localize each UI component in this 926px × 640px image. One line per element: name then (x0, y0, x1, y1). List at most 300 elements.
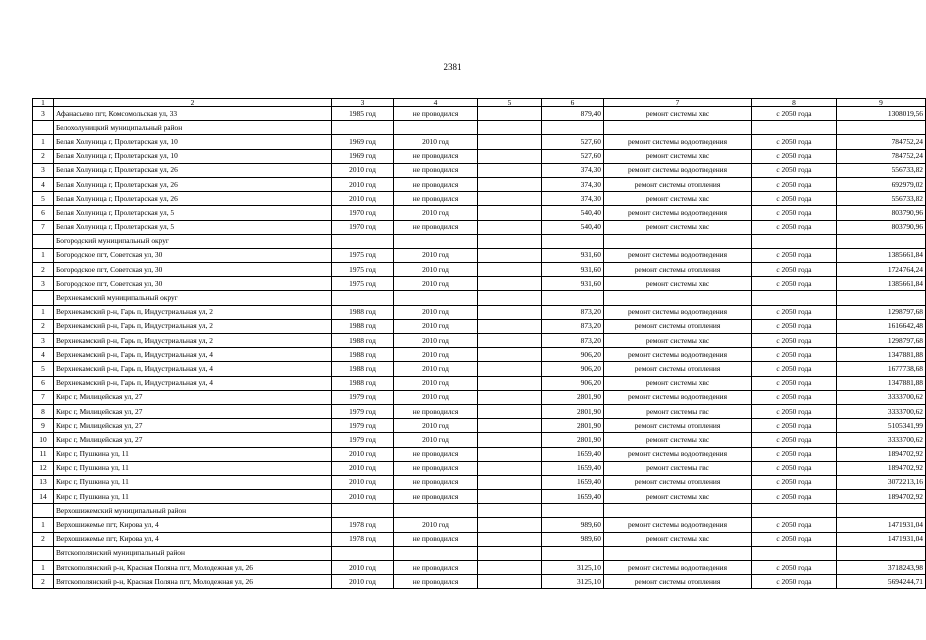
address-cell: Богородское пгт, Советская ул, 30 (54, 263, 332, 277)
table-row (33, 334, 926, 348)
empty-cell (478, 220, 542, 234)
row-number: 2 (33, 263, 54, 277)
cost-cell: 3072213,16 (837, 475, 926, 489)
work-type-cell: ремонт системы хвс (604, 192, 752, 206)
empty-cell (478, 277, 542, 291)
empty-cell (478, 532, 542, 546)
last-repair-cell: 2010 год (394, 263, 478, 277)
capital-repair-table (32, 98, 926, 589)
row-number: 5 (33, 362, 54, 376)
period-cell: с 2050 года (752, 475, 837, 489)
row-number: 5 (33, 192, 54, 206)
work-type-cell: ремонт системы водоотведения (604, 561, 752, 575)
table-row (33, 220, 926, 234)
year-built-cell: 1975 год (332, 248, 394, 262)
period-cell: с 2050 года (752, 149, 837, 163)
address-cell: Богородское пгт, Советская ул, 30 (54, 248, 332, 262)
cost-cell: 1471931,04 (837, 518, 926, 532)
empty-cell (478, 404, 542, 418)
work-type-cell: ремонт системы водоотведения (604, 163, 752, 177)
row-number: 11 (33, 447, 54, 461)
last-repair-cell: не проводился (394, 461, 478, 475)
column-number: 7 (604, 99, 752, 107)
work-type-cell: ремонт системы хвс (604, 433, 752, 447)
section-spacer (752, 234, 837, 248)
work-type-cell: ремонт системы водоотведения (604, 390, 752, 404)
work-type-cell: ремонт системы водоотведения (604, 248, 752, 262)
area-cell: 906,20 (542, 362, 604, 376)
work-type-cell: ремонт системы хвс (604, 277, 752, 291)
table-row (33, 518, 926, 532)
section-spacer (394, 121, 478, 135)
last-repair-cell: не проводился (394, 220, 478, 234)
empty-cell (478, 475, 542, 489)
period-cell: с 2050 года (752, 461, 837, 475)
section-spacer (752, 546, 837, 560)
address-cell: Кирс г, Пушкина ул, 11 (54, 490, 332, 504)
year-built-cell: 1988 год (332, 362, 394, 376)
table-row (33, 447, 926, 461)
cost-cell: 556733,82 (837, 192, 926, 206)
period-cell: с 2050 года (752, 575, 837, 589)
year-built-cell: 1985 год (332, 107, 394, 121)
empty-cell (478, 319, 542, 333)
year-built-cell: 2010 год (332, 163, 394, 177)
table-row (33, 263, 926, 277)
section-spacer (394, 291, 478, 305)
empty-cell (478, 433, 542, 447)
table-row (33, 532, 926, 546)
row-number: 13 (33, 475, 54, 489)
area-cell: 873,20 (542, 305, 604, 319)
period-cell: с 2050 года (752, 206, 837, 220)
section-spacer (394, 546, 478, 560)
row-number: 2 (33, 149, 54, 163)
work-type-cell: ремонт системы хвс (604, 220, 752, 234)
cost-cell: 3718243,98 (837, 561, 926, 575)
address-cell: Верхошижемье пгт, Кирова ул, 4 (54, 532, 332, 546)
address-cell: Верхнекамский р-н, Гарь п, Индустриальная ул, 4 (54, 348, 332, 362)
area-cell: 873,20 (542, 334, 604, 348)
address-cell: Верхнекамский р-н, Гарь п, Индустриальная ул, 2 (54, 334, 332, 348)
row-number: 1 (33, 248, 54, 262)
address-cell: Кирс г, Милицейская ул, 27 (54, 390, 332, 404)
address-cell: Кирс г, Милицейская ул, 27 (54, 404, 332, 418)
address-cell: Верхнекамский р-н, Гарь п, Индустриальная ул, 2 (54, 305, 332, 319)
last-repair-cell: 2010 год (394, 135, 478, 149)
work-type-cell: ремонт системы отопления (604, 475, 752, 489)
period-cell: с 2050 года (752, 248, 837, 262)
section-spacer (33, 546, 54, 560)
empty-cell (478, 305, 542, 319)
year-built-cell: 1979 год (332, 390, 394, 404)
area-cell: 1659,40 (542, 475, 604, 489)
row-number: 6 (33, 206, 54, 220)
table-row (33, 149, 926, 163)
work-type-cell: ремонт системы хвс (604, 334, 752, 348)
work-type-cell: ремонт системы хвс (604, 376, 752, 390)
area-cell: 989,60 (542, 532, 604, 546)
last-repair-cell: 2010 год (394, 206, 478, 220)
row-number: 3 (33, 277, 54, 291)
column-number: 3 (332, 99, 394, 107)
empty-cell (478, 334, 542, 348)
table-row (33, 433, 926, 447)
year-built-cell: 2010 год (332, 561, 394, 575)
section-spacer (604, 121, 752, 135)
work-type-cell: ремонт системы водоотведения (604, 348, 752, 362)
cost-cell: 556733,82 (837, 163, 926, 177)
cost-cell: 1308019,56 (837, 107, 926, 121)
section-spacer (394, 234, 478, 248)
address-cell: Верхнекамский р-н, Гарь п, Индустриальная ул, 4 (54, 362, 332, 376)
period-cell: с 2050 года (752, 263, 837, 277)
area-cell: 879,40 (542, 107, 604, 121)
year-built-cell: 1988 год (332, 348, 394, 362)
period-cell: с 2050 года (752, 177, 837, 191)
work-type-cell: ремонт системы отопления (604, 575, 752, 589)
year-built-cell: 1970 год (332, 220, 394, 234)
last-repair-cell: не проводился (394, 177, 478, 191)
period-cell: с 2050 года (752, 447, 837, 461)
last-repair-cell: 2010 год (394, 362, 478, 376)
last-repair-cell: 2010 год (394, 419, 478, 433)
area-cell: 906,20 (542, 376, 604, 390)
period-cell: с 2050 года (752, 277, 837, 291)
section-row (33, 546, 926, 560)
area-cell: 3125,10 (542, 561, 604, 575)
row-number: 8 (33, 404, 54, 418)
table-row (33, 305, 926, 319)
year-built-cell: 1979 год (332, 404, 394, 418)
section-spacer (752, 504, 837, 518)
empty-cell (478, 192, 542, 206)
last-repair-cell: 2010 год (394, 518, 478, 532)
cost-cell: 1471931,04 (837, 532, 926, 546)
cost-cell: 1616642,48 (837, 319, 926, 333)
section-spacer (604, 234, 752, 248)
section-spacer (332, 546, 394, 560)
table-row (33, 206, 926, 220)
year-built-cell: 1970 год (332, 206, 394, 220)
table-row (33, 348, 926, 362)
area-cell: 540,40 (542, 220, 604, 234)
last-repair-cell: не проводился (394, 149, 478, 163)
last-repair-cell: 2010 год (394, 376, 478, 390)
address-cell: Белая Холуница г, Пролетарская ул, 10 (54, 149, 332, 163)
empty-cell (478, 248, 542, 262)
section-spacer (752, 291, 837, 305)
section-title: Верхошижемский муниципальный район (54, 504, 332, 518)
cost-cell: 1347881,88 (837, 348, 926, 362)
empty-cell (478, 390, 542, 404)
empty-cell (478, 362, 542, 376)
period-cell: с 2050 года (752, 135, 837, 149)
section-spacer (478, 121, 542, 135)
section-title: Богородский муниципальный округ (54, 234, 332, 248)
section-title: Вятскополянский муниципальный район (54, 546, 332, 560)
row-number: 12 (33, 461, 54, 475)
year-built-cell: 1979 год (332, 419, 394, 433)
row-number: 9 (33, 419, 54, 433)
period-cell: с 2050 года (752, 362, 837, 376)
section-spacer (332, 234, 394, 248)
work-type-cell: ремонт системы водоотведения (604, 135, 752, 149)
area-cell: 2801,90 (542, 404, 604, 418)
empty-cell (478, 107, 542, 121)
address-cell: Кирс г, Пушкина ул, 11 (54, 475, 332, 489)
table-row (33, 561, 926, 575)
column-number: 9 (837, 99, 926, 107)
last-repair-cell: 2010 год (394, 277, 478, 291)
section-spacer (604, 546, 752, 560)
section-spacer (752, 121, 837, 135)
year-built-cell: 1988 год (332, 305, 394, 319)
row-number: 2 (33, 319, 54, 333)
cost-cell: 803790,96 (837, 220, 926, 234)
address-cell: Кирс г, Пушкина ул, 11 (54, 461, 332, 475)
table-row (33, 192, 926, 206)
section-spacer (478, 504, 542, 518)
section-spacer (837, 546, 926, 560)
row-number: 3 (33, 334, 54, 348)
section-spacer (332, 121, 394, 135)
table-row (33, 177, 926, 191)
row-number: 3 (33, 107, 54, 121)
address-cell: Кирс г, Милицейская ул, 27 (54, 433, 332, 447)
cost-cell: 692979,02 (837, 177, 926, 191)
year-built-cell: 1969 год (332, 149, 394, 163)
column-number: 2 (54, 99, 332, 107)
empty-cell (478, 263, 542, 277)
work-type-cell: ремонт системы отопления (604, 263, 752, 277)
row-number: 1 (33, 518, 54, 532)
row-number: 10 (33, 433, 54, 447)
row-number: 7 (33, 390, 54, 404)
column-number: 5 (478, 99, 542, 107)
cost-cell: 1894702,92 (837, 461, 926, 475)
section-spacer (542, 546, 604, 560)
period-cell: с 2050 года (752, 220, 837, 234)
work-type-cell: ремонт системы хвс (604, 107, 752, 121)
cost-cell: 784752,24 (837, 149, 926, 163)
address-cell: Белая Холуница г, Пролетарская ул, 26 (54, 177, 332, 191)
address-cell: Белая Холуница г, Пролетарская ул, 26 (54, 163, 332, 177)
cost-cell: 1385661,84 (837, 248, 926, 262)
year-built-cell: 1969 год (332, 135, 394, 149)
period-cell: с 2050 года (752, 348, 837, 362)
table-row (33, 376, 926, 390)
address-cell: Белая Холуница г, Пролетарская ул, 26 (54, 192, 332, 206)
year-built-cell: 1978 год (332, 532, 394, 546)
row-number: 4 (33, 348, 54, 362)
empty-cell (478, 376, 542, 390)
year-built-cell: 2010 год (332, 177, 394, 191)
section-spacer (332, 291, 394, 305)
work-type-cell: ремонт системы отопления (604, 319, 752, 333)
address-cell: Верхошижемье пгт, Кирова ул, 4 (54, 518, 332, 532)
address-cell: Белая Холуница г, Пролетарская ул, 5 (54, 206, 332, 220)
area-cell: 873,20 (542, 319, 604, 333)
empty-cell (478, 561, 542, 575)
table-row (33, 475, 926, 489)
address-cell: Белая Холуница г, Пролетарская ул, 10 (54, 135, 332, 149)
work-type-cell: ремонт системы гвс (604, 404, 752, 418)
work-type-cell: ремонт системы отопления (604, 419, 752, 433)
row-number: 1 (33, 135, 54, 149)
area-cell: 1659,40 (542, 461, 604, 475)
last-repair-cell: 2010 год (394, 334, 478, 348)
year-built-cell: 1975 год (332, 263, 394, 277)
work-type-cell: ремонт системы водоотведения (604, 206, 752, 220)
area-cell: 906,20 (542, 348, 604, 362)
table-row (33, 390, 926, 404)
last-repair-cell: 2010 год (394, 319, 478, 333)
last-repair-cell: не проводился (394, 192, 478, 206)
last-repair-cell: 2010 год (394, 305, 478, 319)
section-title: Верхнекамский муниципальный округ (54, 291, 332, 305)
section-row (33, 504, 926, 518)
section-spacer (542, 291, 604, 305)
area-cell: 2801,90 (542, 390, 604, 404)
year-built-cell: 2010 год (332, 192, 394, 206)
section-spacer (332, 504, 394, 518)
table-row (33, 461, 926, 475)
area-cell: 527,60 (542, 149, 604, 163)
year-built-cell: 1975 год (332, 277, 394, 291)
section-spacer (604, 291, 752, 305)
row-number: 2 (33, 575, 54, 589)
section-spacer (604, 504, 752, 518)
last-repair-cell: не проводился (394, 475, 478, 489)
address-cell: Вятскополянский р-н, Красная Поляна пгт, Молодежная ул, 26 (54, 561, 332, 575)
last-repair-cell: не проводился (394, 561, 478, 575)
last-repair-cell: 2010 год (394, 433, 478, 447)
cost-cell: 1298797,68 (837, 305, 926, 319)
area-cell: 2801,90 (542, 433, 604, 447)
last-repair-cell: не проводился (394, 490, 478, 504)
row-number: 14 (33, 490, 54, 504)
column-number: 8 (752, 99, 837, 107)
year-built-cell: 2010 год (332, 475, 394, 489)
section-spacer (837, 234, 926, 248)
period-cell: с 2050 года (752, 107, 837, 121)
last-repair-cell: не проводился (394, 107, 478, 121)
row-number: 2 (33, 532, 54, 546)
last-repair-cell: не проводился (394, 532, 478, 546)
section-spacer (837, 291, 926, 305)
period-cell: с 2050 года (752, 433, 837, 447)
year-built-cell: 2010 год (332, 575, 394, 589)
period-cell: с 2050 года (752, 334, 837, 348)
section-spacer (478, 546, 542, 560)
year-built-cell: 1988 год (332, 319, 394, 333)
period-cell: с 2050 года (752, 163, 837, 177)
section-spacer (478, 234, 542, 248)
work-type-cell: ремонт системы хвс (604, 532, 752, 546)
row-number: 4 (33, 177, 54, 191)
column-number: 6 (542, 99, 604, 107)
year-built-cell: 2010 год (332, 447, 394, 461)
cost-cell: 1298797,68 (837, 334, 926, 348)
cost-cell: 1894702,92 (837, 447, 926, 461)
table-row (33, 248, 926, 262)
work-type-cell: ремонт системы хвс (604, 490, 752, 504)
empty-cell (478, 419, 542, 433)
address-cell: Верхнекамский р-н, Гарь п, Индустриальная ул, 2 (54, 319, 332, 333)
work-type-cell: ремонт системы гвс (604, 461, 752, 475)
area-cell: 527,60 (542, 135, 604, 149)
section-row (33, 234, 926, 248)
section-spacer (837, 504, 926, 518)
row-number: 1 (33, 305, 54, 319)
work-type-cell: ремонт системы хвс (604, 149, 752, 163)
period-cell: с 2050 года (752, 390, 837, 404)
work-type-cell: ремонт системы водоотведения (604, 518, 752, 532)
table-row (33, 107, 926, 121)
section-row (33, 291, 926, 305)
table-row (33, 319, 926, 333)
last-repair-cell: 2010 год (394, 248, 478, 262)
cost-cell: 1724764,24 (837, 263, 926, 277)
year-built-cell: 2010 год (332, 461, 394, 475)
area-cell: 3125,10 (542, 575, 604, 589)
table-row (33, 135, 926, 149)
last-repair-cell: 2010 год (394, 348, 478, 362)
period-cell: с 2050 года (752, 490, 837, 504)
area-cell: 374,30 (542, 163, 604, 177)
address-cell: Кирс г, Пушкина ул, 11 (54, 447, 332, 461)
section-spacer (33, 504, 54, 518)
period-cell: с 2050 года (752, 561, 837, 575)
period-cell: с 2050 года (752, 532, 837, 546)
section-spacer (542, 234, 604, 248)
area-cell: 2801,90 (542, 419, 604, 433)
page-number: 2381 (443, 62, 462, 72)
section-spacer (33, 291, 54, 305)
table-row (33, 404, 926, 418)
area-cell: 1659,40 (542, 447, 604, 461)
area-cell: 374,30 (542, 192, 604, 206)
cost-cell: 784752,24 (837, 135, 926, 149)
address-cell: Афанасьево пгт, Комсомольская ул, 33 (54, 107, 332, 121)
table-row (33, 419, 926, 433)
address-cell: Богородское пгт, Советская ул, 30 (54, 277, 332, 291)
section-spacer (837, 121, 926, 135)
area-cell: 931,60 (542, 277, 604, 291)
row-number: 6 (33, 376, 54, 390)
period-cell: с 2050 года (752, 376, 837, 390)
cost-cell: 5105341,99 (837, 419, 926, 433)
work-type-cell: ремонт системы отопления (604, 177, 752, 191)
last-repair-cell: не проводился (394, 575, 478, 589)
row-number: 3 (33, 163, 54, 177)
column-number: 4 (394, 99, 478, 107)
empty-cell (478, 518, 542, 532)
empty-cell (478, 163, 542, 177)
cost-cell: 803790,96 (837, 206, 926, 220)
row-number: 1 (33, 561, 54, 575)
area-cell: 931,60 (542, 248, 604, 262)
period-cell: с 2050 года (752, 404, 837, 418)
address-cell: Верхнекамский р-н, Гарь п, Индустриальная ул, 4 (54, 376, 332, 390)
section-row (33, 121, 926, 135)
table-row (33, 575, 926, 589)
work-type-cell: ремонт системы водоотведения (604, 447, 752, 461)
section-spacer (478, 291, 542, 305)
year-built-cell: 1988 год (332, 376, 394, 390)
last-repair-cell: не проводился (394, 404, 478, 418)
